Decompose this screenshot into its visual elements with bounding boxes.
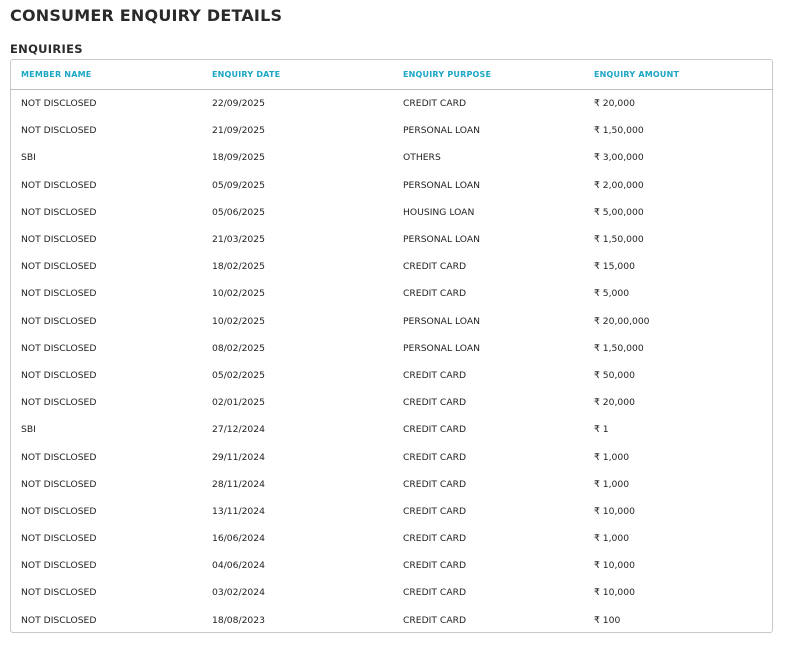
member-name-cell: NOT DISCLOSED (21, 179, 97, 191)
enquiries-table (11, 60, 773, 633)
enquiry-date-cell: 18/09/2025 (212, 152, 265, 164)
column-header-enquiry-purpose: ENQUIRY PURPOSE (393, 60, 584, 90)
member-name-cell: NOT DISCLOSED (21, 587, 97, 599)
table-row (11, 389, 773, 416)
enquiry-date-cell: 27/12/2024 (212, 424, 265, 436)
member-name-cell: NOT DISCLOSED (21, 98, 97, 110)
table-row (11, 498, 773, 525)
enquiry-purpose-cell: CREDIT CARD (403, 451, 467, 463)
enquiry-purpose-cell: CREDIT CARD (403, 424, 467, 436)
enquiry-date-cell: 10/02/2025 (212, 288, 265, 300)
enquiry-purpose-cell: CREDIT CARD (403, 288, 467, 300)
enquiry-purpose-cell: HOUSING LOAN (403, 206, 475, 218)
table-row (11, 579, 773, 606)
member-name-cell: NOT DISCLOSED (21, 614, 97, 626)
member-name-cell: NOT DISCLOSED (21, 206, 97, 218)
enquiry-purpose-cell: CREDIT CARD (403, 397, 467, 409)
table-row (11, 471, 773, 498)
table-row (11, 552, 773, 579)
enquiry-amount-cell: ₹ 1,50,000 (594, 342, 644, 354)
member-name-cell: NOT DISCLOSED (21, 478, 97, 490)
table-row (11, 117, 773, 144)
member-name-cell: NOT DISCLOSED (21, 342, 97, 354)
enquiry-amount-cell: ₹ 1 (594, 424, 609, 436)
enquiry-amount-cell: ₹ 100 (594, 614, 621, 626)
enquiry-date-cell: 29/11/2024 (212, 451, 265, 463)
enquiries-table-card (10, 59, 773, 633)
member-name-cell: NOT DISCLOSED (21, 125, 97, 137)
enquiry-date-cell: 22/09/2025 (212, 98, 265, 110)
enquiries-table-header (11, 60, 773, 90)
enquiry-amount-cell: ₹ 20,000 (594, 98, 635, 110)
enquiry-amount-cell: ₹ 10,000 (594, 505, 635, 517)
enquiry-amount-cell: ₹ 5,000 (594, 288, 630, 300)
enquiry-date-cell: 21/03/2025 (212, 234, 265, 246)
enquiry-purpose-cell: OTHERS (403, 152, 441, 164)
table-row (11, 362, 773, 389)
enquiry-date-cell: 18/08/2023 (212, 614, 265, 626)
table-row (11, 226, 773, 253)
member-name-cell: NOT DISCLOSED (21, 234, 97, 246)
member-name-cell: NOT DISCLOSED (21, 315, 97, 327)
table-row (11, 607, 773, 633)
enquiry-amount-cell: ₹ 1,000 (594, 478, 630, 490)
enquiry-date-cell: 08/02/2025 (212, 342, 265, 354)
enquiry-date-cell: 05/09/2025 (212, 179, 265, 191)
enquiries-table-body (11, 90, 773, 634)
enquiry-amount-cell: ₹ 20,000 (594, 397, 635, 409)
member-name-cell: NOT DISCLOSED (21, 261, 97, 273)
enquiry-date-cell: 28/11/2024 (212, 478, 265, 490)
table-row (11, 416, 773, 443)
enquiry-date-cell: 02/01/2025 (212, 397, 265, 409)
member-name-cell: SBI (21, 424, 36, 436)
enquiry-date-cell: 16/06/2024 (212, 533, 265, 545)
enquiry-date-cell: 13/11/2024 (212, 505, 265, 517)
table-row (11, 280, 773, 307)
column-header-member-name: MEMBER NAME (11, 60, 202, 90)
table-row (11, 308, 773, 335)
member-name-cell: NOT DISCLOSED (21, 533, 97, 545)
enquiry-purpose-cell: CREDIT CARD (403, 533, 467, 545)
header-row (11, 60, 773, 90)
member-name-cell: NOT DISCLOSED (21, 397, 97, 409)
enquiry-date-cell: 10/02/2025 (212, 315, 265, 327)
table-row (11, 172, 773, 199)
table-row (11, 525, 773, 552)
enquiry-purpose-cell: CREDIT CARD (403, 505, 467, 517)
enquiry-purpose-cell: CREDIT CARD (403, 614, 467, 626)
enquiry-amount-cell: ₹ 1,50,000 (594, 234, 644, 246)
member-name-cell: NOT DISCLOSED (21, 369, 97, 381)
table-row (11, 144, 773, 171)
enquiry-purpose-cell: PERSONAL LOAN (403, 179, 481, 191)
enquiry-purpose-cell: PERSONAL LOAN (403, 125, 481, 137)
table-row (11, 253, 773, 280)
enquiry-purpose-cell: CREDIT CARD (403, 560, 467, 572)
enquiry-purpose-cell: CREDIT CARD (403, 98, 467, 110)
enquiry-amount-cell: ₹ 1,50,000 (594, 125, 644, 137)
enquiry-amount-cell: ₹ 50,000 (594, 369, 635, 381)
page-title: CONSUMER ENQUIRY DETAILS (10, 6, 283, 25)
table-row (11, 443, 773, 470)
member-name-cell: NOT DISCLOSED (21, 560, 97, 572)
enquiry-amount-cell: ₹ 10,000 (594, 587, 635, 599)
enquiry-date-cell: 21/09/2025 (212, 125, 265, 137)
enquiry-purpose-cell: CREDIT CARD (403, 369, 467, 381)
enquiry-purpose-cell: PERSONAL LOAN (403, 342, 481, 354)
enquiry-date-cell: 05/02/2025 (212, 369, 265, 381)
enquiry-amount-cell: ₹ 1,000 (594, 451, 630, 463)
enquiry-amount-cell: ₹ 10,000 (594, 560, 635, 572)
enquiry-date-cell: 05/06/2025 (212, 206, 265, 218)
member-name-cell: NOT DISCLOSED (21, 505, 97, 517)
enquiry-amount-cell: ₹ 20,00,000 (594, 315, 650, 327)
column-header-enquiry-date: ENQUIRY DATE (202, 60, 393, 90)
enquiry-date-cell: 03/02/2024 (212, 587, 265, 599)
enquiry-amount-cell: ₹ 2,00,000 (594, 179, 644, 191)
enquiry-date-cell: 04/06/2024 (212, 560, 265, 572)
enquiry-purpose-cell: PERSONAL LOAN (403, 315, 481, 327)
member-name-cell: NOT DISCLOSED (21, 288, 97, 300)
enquiry-date-cell: 18/02/2025 (212, 261, 265, 273)
section-title-enquiries: ENQUIRIES (10, 42, 83, 56)
enquiry-amount-cell: ₹ 5,00,000 (594, 206, 644, 218)
enquiry-amount-cell: ₹ 1,000 (594, 533, 630, 545)
enquiry-purpose-cell: CREDIT CARD (403, 261, 467, 273)
member-name-cell: SBI (21, 152, 36, 164)
table-row (11, 335, 773, 362)
enquiry-amount-cell: ₹ 15,000 (594, 261, 635, 273)
enquiry-purpose-cell: PERSONAL LOAN (403, 234, 481, 246)
enquiry-purpose-cell: CREDIT CARD (403, 478, 467, 490)
enquiry-purpose-cell: CREDIT CARD (403, 587, 467, 599)
member-name-cell: NOT DISCLOSED (21, 451, 97, 463)
enquiry-amount-cell: ₹ 3,00,000 (594, 152, 644, 164)
column-header-enquiry-amount: ENQUIRY AMOUNT (584, 60, 773, 90)
table-row (11, 90, 773, 118)
table-row (11, 199, 773, 226)
